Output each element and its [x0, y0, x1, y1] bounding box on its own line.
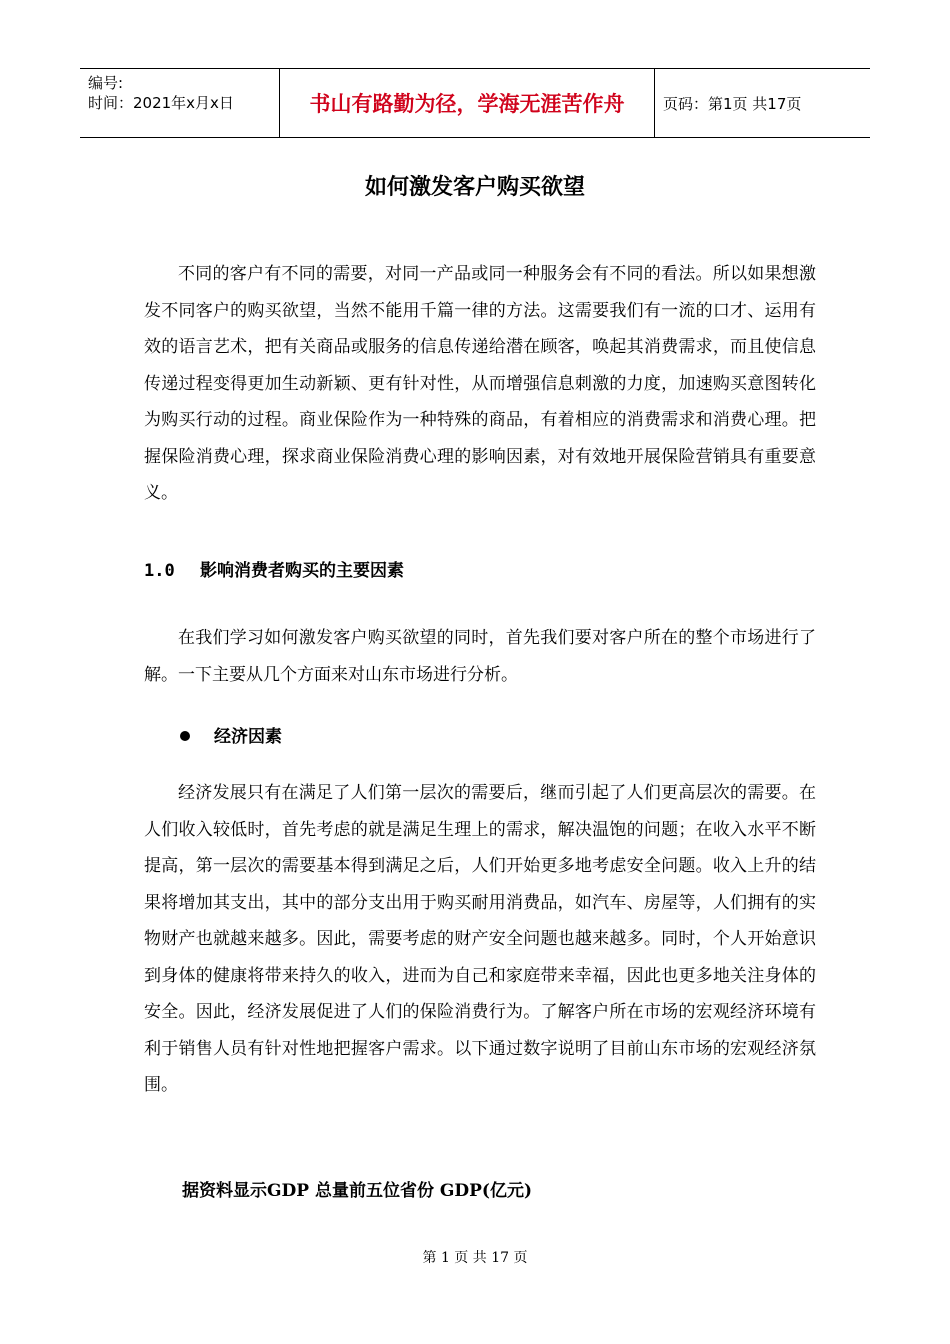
header-slogan: 书山有路勤为径，学海无涯苦作舟: [280, 69, 655, 137]
section-heading: [144, 556, 404, 581]
header-time-label: 时间：2021年x月x日: [88, 94, 234, 112]
bullet-item: [180, 722, 282, 747]
intro-paragraph: 不同的客户有不同的需要，对同一产品或同一种服务会有不同的看法。所以如果想激发不同客户的购买欲望，当然不能用千篇一律的方法。这需要我们有一流的口才、运用有效的语言艺术，把有关商品或服务的信息传递给潜在顾客，唤起其消费需求，而且使信息传递过程变得更加生动新颖、更有针对性，从而增强信息刺激的力度，加速购买意图转化为购买行动的过程。商业保险作为一种特殊的商品，有着相应的消费需求和消费心理。把握保险消费心理，探求商业保险消费心理的影响因素，对有效地开展保险营销具有重要意义。: [144, 264, 816, 503]
section-intro-paragraph: 在我们学习如何激发客户购买欲望的同时，首先我们要对客户所在的整个市场进行了解。一下主要从几个方面来对山东市场进行分析。: [144, 628, 816, 685]
header-number-label: 编号:: [88, 74, 124, 92]
header-page-info: 页码：第1页 共17页: [663, 94, 802, 113]
section-number: 1.0: [144, 561, 175, 581]
header-meta: [80, 69, 280, 137]
gdp-heading: 据资料显示GDP 总量前五位省份 GDP(亿元): [182, 1181, 533, 1201]
bullet-title: 经济因素: [214, 727, 282, 747]
document-title: 如何激发客户购买欲望: [364, 174, 585, 200]
section-title: 影响消费者购买的主要因素: [200, 561, 404, 581]
page-header: [80, 68, 870, 138]
bullet-dot-icon: [180, 731, 190, 741]
economy-paragraph: 经济发展只有在满足了人们第一层次的需要后，继而引起了人们更高层次的需要。在人们收入较低时，首先考虑的就是满足生理上的需求，解决温饱的问题；在收入水平不断提高，第一层次的需要基本得到满足之后，人们开始更多地考虑安全问题。收入上升的结果将增加其支出，其中的部分支出用于购买耐用消费品，如汽车、房屋等，人们拥有的实物财产也就越来越多。因此，需要考虑的财产安全问题也越来越多。同时，个人开始意识到身体的健康将带来持久的收入，进而为自己和家庭带来幸福，因此也更多地关注身体的安全。因此，经济发展促进了人们的保险消费行为。了解客户所在市场的宏观经济环境有利于销售人员有针对性地把握客户需求。以下通过数字说明了目前山东市场的宏观经济氛围。: [144, 783, 816, 1095]
page-footer: 第 1 页 共 17 页: [422, 1250, 528, 1266]
